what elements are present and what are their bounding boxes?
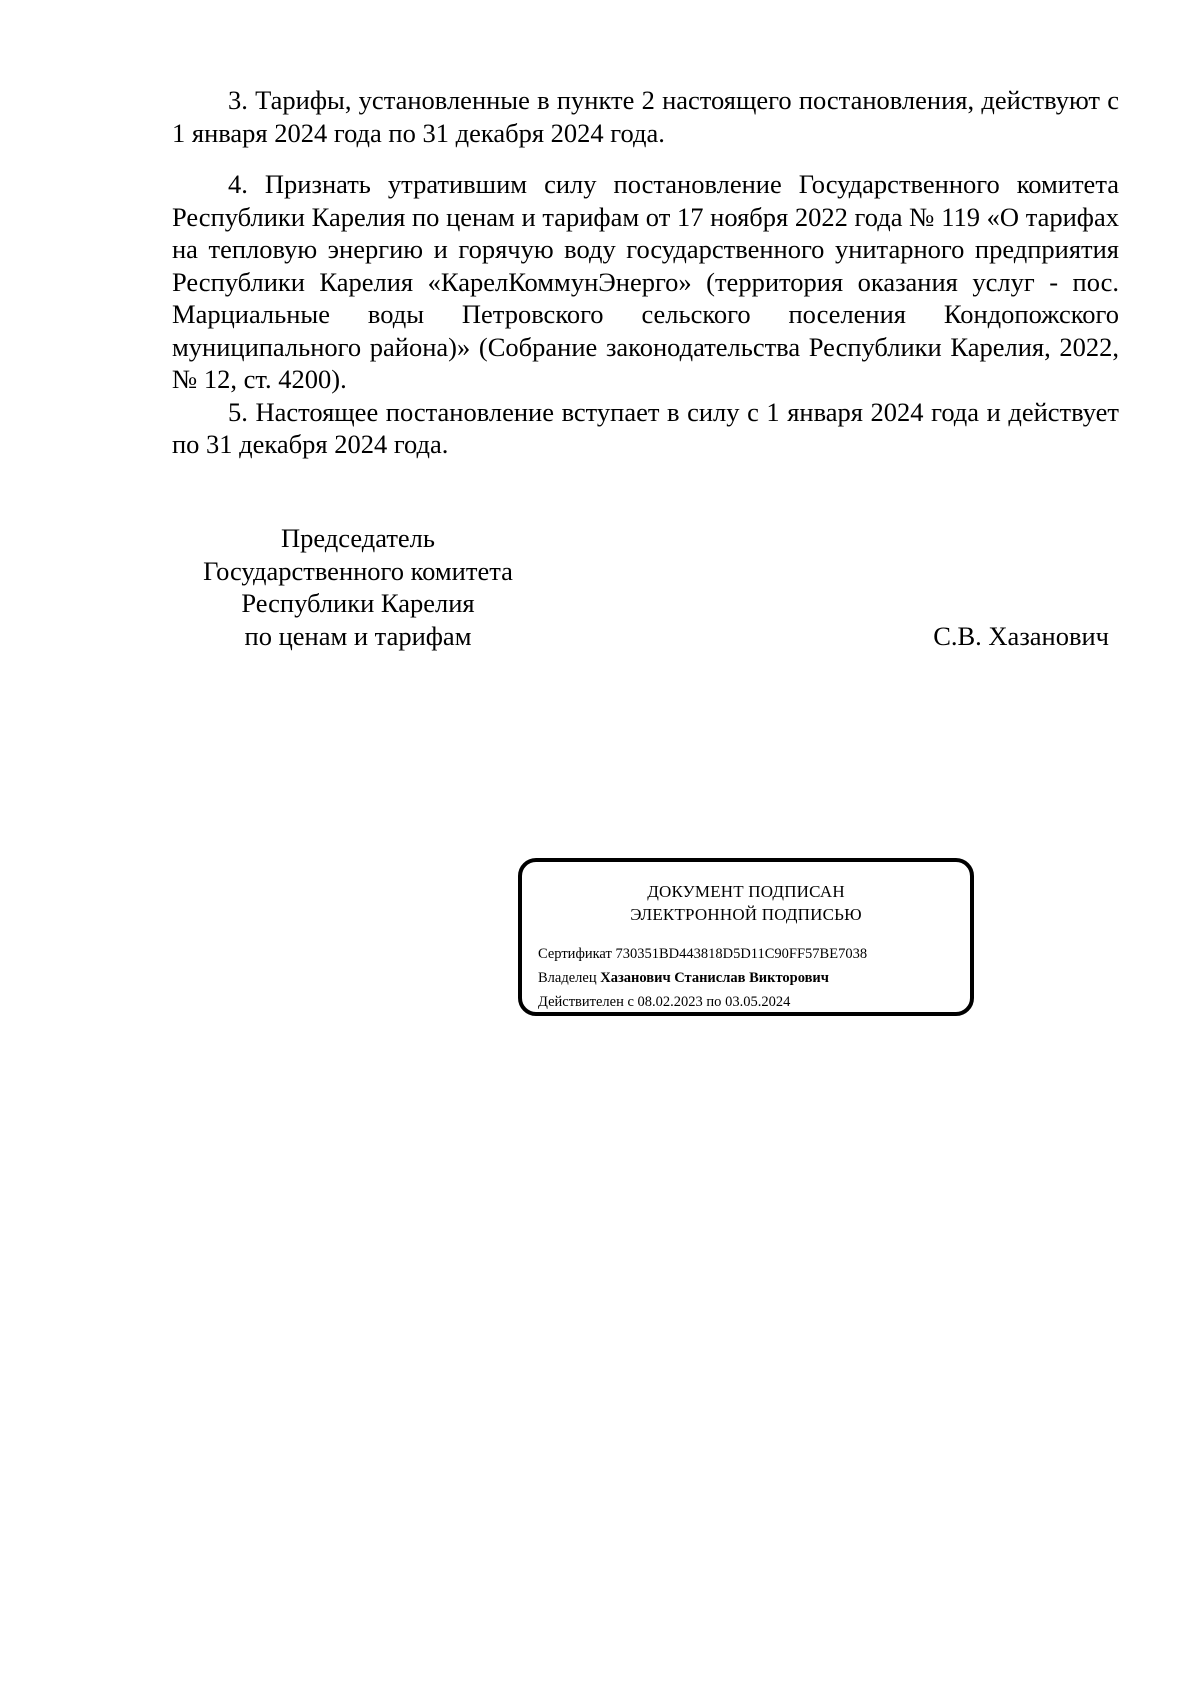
paragraph-5: 5. Настоящее постановление вступает в силу с 1 января 2024 года и действует по 31 декабря 2024 года.	[172, 396, 1119, 459]
paragraph-3: 3. Тарифы, установленные в пункте 2 настоящего постановления, действуют с 1 января 2024 года по 31 декабря 2024 года.	[172, 85, 1119, 148]
stamp-valid-from-label: с	[627, 994, 634, 1010]
electronic-signature-stamp	[518, 858, 974, 1016]
stamp-owner-value: Хазанович Станислав Викторович	[600, 970, 829, 986]
stamp-valid-to-label: по	[706, 994, 722, 1010]
signer-position-line: Государственного комитета	[203, 555, 513, 586]
stamp-certificate-value: 730351BD443818D5D11C90FF57BE7038	[615, 946, 868, 962]
stamp-title	[522, 880, 970, 926]
stamp-owner-row	[538, 968, 829, 988]
stamp-certificate-row	[538, 944, 867, 964]
signer-position-line: Председатель	[281, 523, 435, 553]
stamp-title-line: ДОКУМЕНТ ПОДПИСАН	[647, 882, 845, 901]
signer-name: С.В. Хазанович	[933, 620, 1109, 651]
stamp-valid-label: Действителен	[538, 994, 624, 1010]
signer-position-line: Республики Карелия	[241, 588, 475, 618]
stamp-title-line: ЭЛЕКТРОННОЙ ПОДПИСЬЮ	[630, 905, 862, 924]
stamp-validity-row	[538, 992, 790, 1012]
signer-position	[172, 522, 544, 652]
stamp-owner-label: Владелец	[538, 970, 597, 986]
stamp-valid-from: 08.02.2023	[637, 994, 703, 1010]
paragraph-gap	[172, 149, 1119, 168]
stamp-valid-to: 03.05.2024	[725, 994, 791, 1010]
stamp-certificate-label: Сертификат	[538, 946, 612, 962]
signer-position-line: по ценам и тарифам	[244, 620, 472, 651]
document-body	[172, 84, 1119, 461]
paragraph-4: 4. Признать утратившим силу постановление Государственного комитета Республики Карелия по ценам и тарифам от 17 ноября 2022 года № 119 «О тарифах на тепловую энергию и горячую воду государственного унитарного предприятия Республики Карелия «КарелКоммунЭнерго» (территория оказания услуг - пос. Марциальные воды Петровского сельского поселения Кондопожского муниципального района)» (Собрание законодательства Республики Карелия, 2022, № 12, ст. 4200).	[172, 169, 1119, 394]
